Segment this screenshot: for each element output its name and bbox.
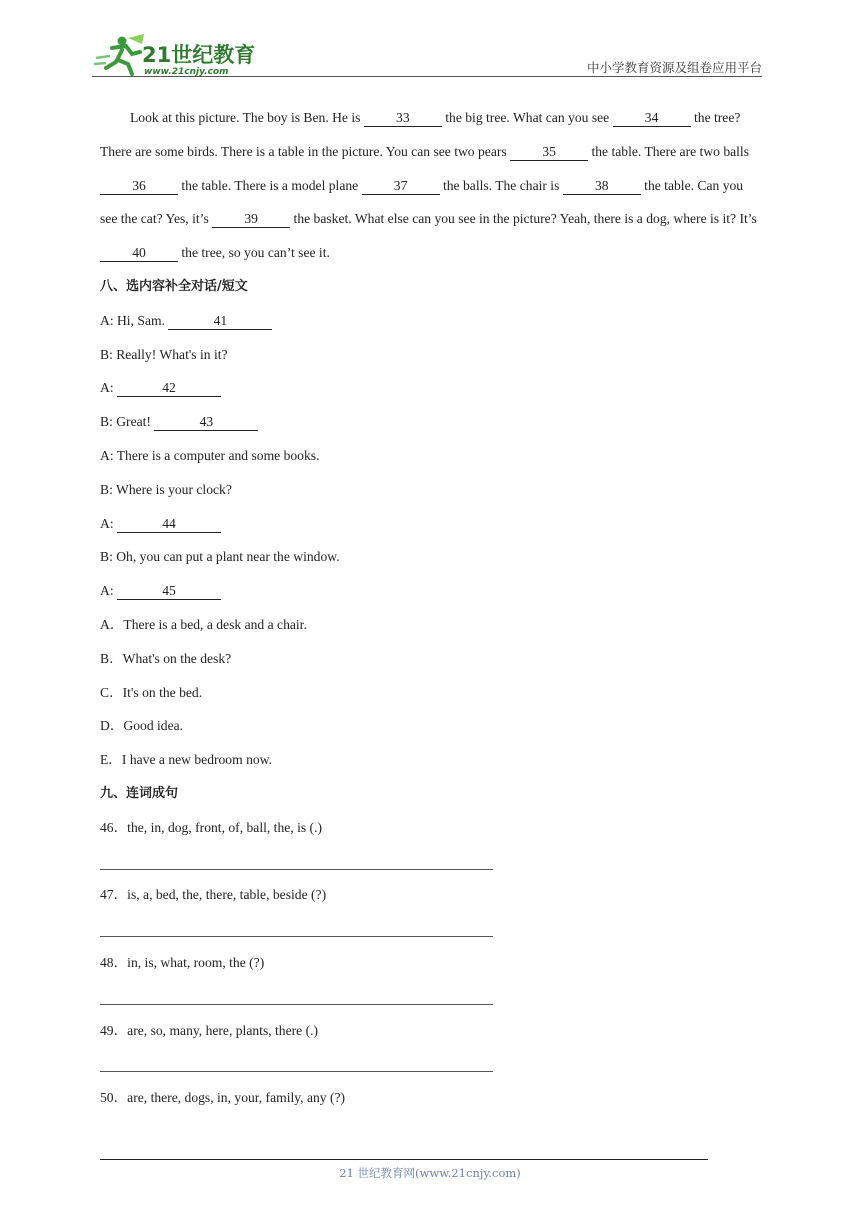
blank-38[interactable]: 38: [563, 178, 641, 195]
blank-44[interactable]: 44: [117, 516, 221, 533]
dialogue-line: B: Oh, you can put a plant near the window.: [100, 549, 340, 565]
answer-line-46[interactable]: [100, 845, 762, 879]
question-50: 50．are, there, dogs, in, your, family, any (?): [100, 1090, 346, 1106]
blank-41[interactable]: 41: [168, 313, 272, 330]
dialogue-line: A: 45: [100, 574, 762, 608]
logo: [92, 34, 262, 76]
worksheet-content: [100, 101, 762, 1115]
blank-40[interactable]: 40: [100, 245, 178, 262]
footer-text[interactable]: 21 世纪教育网(www.21cnjy.com): [339, 1166, 521, 1180]
option-c: C．It's on the bed.: [100, 684, 203, 700]
answer-line-48[interactable]: [100, 980, 762, 1014]
runner-icon: [94, 34, 144, 74]
option-e: E．I have a new bedroom now.: [100, 752, 273, 768]
blank-33[interactable]: 33: [364, 110, 442, 127]
question-49: 49．are, so, many, here, plants, there (.): [100, 1022, 319, 1038]
dialogue-line: A: There is a computer and some books.: [100, 447, 320, 463]
blank-39[interactable]: 39: [212, 211, 290, 228]
footer-divider: [100, 1159, 708, 1160]
svg-text:21世纪教育: 21世纪教育: [142, 43, 256, 67]
dialogue-line: B: Really! What's in it?: [100, 346, 228, 362]
page-header: [92, 30, 762, 78]
question-48: 48．in, is, what, room, the (?): [100, 954, 265, 970]
option-a: A．There is a bed, a desk and a chair.: [100, 616, 307, 632]
svg-text:www.21cnjy.com: www.21cnjy.com: [144, 67, 229, 76]
section-8-title: 八、选内容补全对话/短文: [100, 278, 248, 294]
blank-36[interactable]: 36: [100, 178, 178, 195]
option-d: D．Good idea.: [100, 718, 184, 734]
blank-45[interactable]: 45: [117, 583, 221, 600]
blank-43[interactable]: 43: [154, 414, 258, 431]
question-46: 46．the, in, dog, front, of, ball, the, is (.): [100, 819, 322, 835]
platform-label: 中小学教育资源及组卷应用平台: [586, 60, 762, 75]
dialogue-line: A: 42: [100, 371, 762, 405]
dialogue-line: A: Hi, Sam. 41: [100, 304, 762, 338]
blank-35[interactable]: 35: [510, 144, 588, 161]
section-9-title: 九、连词成句: [100, 785, 179, 801]
dialogue-line: A: 44: [100, 507, 762, 541]
blank-34[interactable]: 34: [613, 110, 691, 127]
blank-37[interactable]: 37: [362, 178, 440, 195]
blank-42[interactable]: 42: [117, 380, 221, 397]
dialogue-line: B: Great! 43: [100, 405, 762, 439]
answer-line-49[interactable]: [100, 1047, 762, 1081]
answer-line-47[interactable]: [100, 912, 762, 946]
cloze-passage: Look at this picture. The boy is Ben. He is 33 the big tree. What can you see 34 the tree? There are some birds. There is a table in the picture. You can see two pears 35 the table. There are two balls 36 the table. There is a model plane 37 the balls. The chair is 38 the table. Can you see the cat? Yes, it’s 39 the basket. What else can you see in the picture? Yeah, there is a dog, where is it? It’s 40 the tree, so you can’t see it.: [100, 110, 757, 261]
dialogue-line: B: Where is your clock?: [100, 481, 232, 497]
option-b: B．What's on the desk?: [100, 650, 232, 666]
question-47: 47．is, a, bed, the, there, table, beside (?): [100, 887, 327, 903]
header-divider: [92, 76, 762, 77]
